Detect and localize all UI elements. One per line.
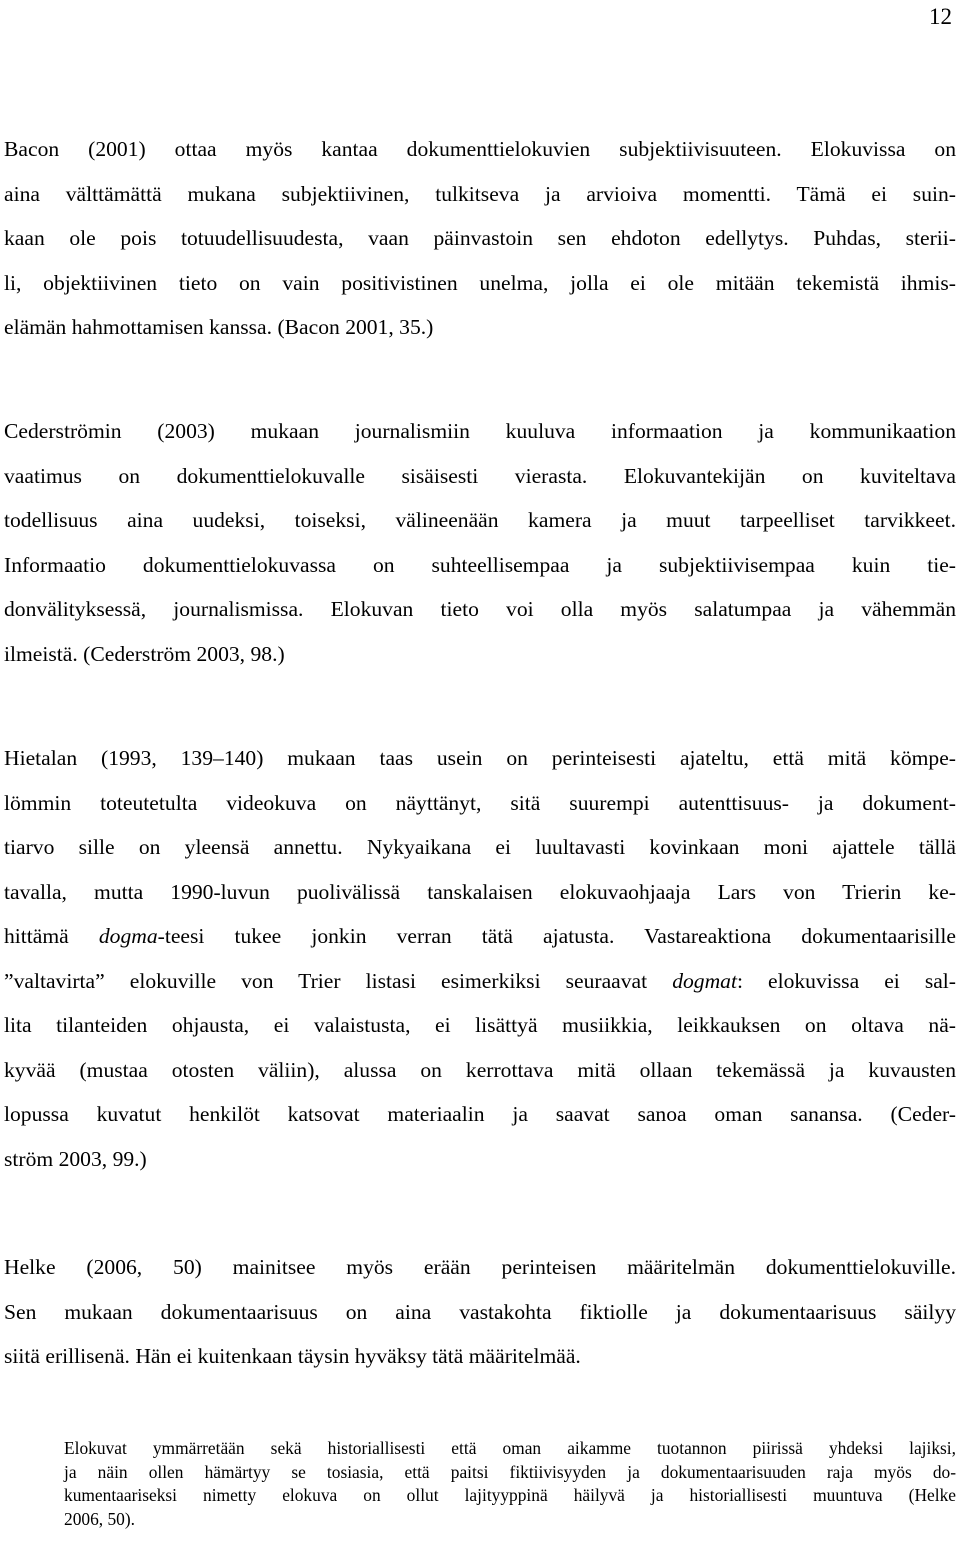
text-line: siitä erillisenä. Hän ei kuitenkaan täysin hyväksy tätä määritelmää.: [4, 1344, 581, 1368]
footnote-line: ja näin ollen hämärtyy se tosiasia, että paitsi fiktiivisyyden ja dokumentaarisuuden raja myös do-: [64, 1461, 956, 1482]
text-line: donvälityksessä, journalismissa. Elokuvan tieto voi olla myös salatumpaa ja vähemmän: [4, 597, 956, 621]
text-segment: : elokuvissa ei sal-: [736, 968, 956, 993]
text-line: ilmeistä. (Cederström 2003, 98.): [4, 641, 285, 666]
text-line: lita tilanteiden ohjausta, ei valaistusta, ei lisättyä musiikkia, leikkauksen on oltava nä-: [4, 1013, 956, 1037]
text-segment: -teesi tukee jonkin verran tätä ajatusta. Vastareaktiona dokumentaarisille: [157, 924, 956, 948]
text-line: vaatimus on dokumenttielokuvalle sisäisesti vierasta. Elokuvantekijän on kuviteltava: [4, 463, 956, 488]
text-line: ström 2003, 99.): [4, 1146, 147, 1171]
text-segment: ”valtavirta” elokuville von Trier listasi esimerkiksi seuraavat: [4, 968, 673, 993]
paragraph-hietala: [4, 736, 956, 1181]
emphasized-term: dogma: [98, 924, 158, 948]
text-line: tiarvo sille on yleensä annettu. Nykyaikana ei luultavasti kovinkaan moni ajattele tällä: [4, 835, 956, 859]
text-line: [4, 914, 956, 959]
text-line: elämän hahmottamisen kanssa. (Bacon 2001, 35.): [4, 315, 434, 339]
text-line: lopussa kuvatut henkilöt katsovat materiaalin ja saavat sanoa oman sanansa. (Ceder-: [4, 1102, 956, 1126]
text-line: [4, 959, 956, 1004]
text-line: Bacon (2001) ottaa myös kantaa dokumenttielokuvien subjektiivisuuteen. Elokuvissa on: [4, 137, 956, 161]
text-line: kaan ole pois totuudellisuudesta, vaan päinvastoin sen ehdoton edellytys. Puhdas, sterii-: [4, 226, 956, 250]
text-line: lömmin toteutetulta videokuva on näyttänyt, sitä suurempi autenttisuus- ja dokument-: [4, 790, 956, 815]
paragraph-bacon: [4, 127, 956, 350]
emphasized-term: dogmat: [672, 968, 737, 993]
page-number: 12: [929, 4, 952, 29]
footnote-line: 2006, 50).: [64, 1508, 136, 1529]
footnote-line: kumentaariseksi nimetty elokuva on ollut lajityyppinä häilyvä ja historiallisesti muuntuva (Helke: [64, 1485, 956, 1506]
paragraph-cederstrom: [4, 409, 956, 676]
text-line: kyvää (mustaa otosten väliin), alussa on kerrottava mitä ollaan tekemässä ja kuvausten: [4, 1057, 956, 1082]
text-line: tavalla, mutta 1990-luvun puolivälissä tanskalaisen elokuvaohjaaja Lars von Trierin ke-: [4, 879, 956, 904]
text-line: todellisuus aina uudeksi, toiseksi, välineenään kamera ja muut tarpeelliset tarvikkeet.: [4, 508, 956, 532]
footnote: [64, 1437, 956, 1531]
text-line: Sen mukaan dokumentaarisuus on aina vastakohta fiktiolle ja dokumentaarisuus säilyy: [4, 1299, 956, 1324]
text-line: li, objektiivinen tieto on vain positivistinen unelma, jolla ei ole mitään tekemistä ihmis-: [4, 270, 956, 295]
text-segment: hittämä: [4, 924, 99, 948]
text-line: Helke (2006, 50) mainitsee myös erään perinteisen määritelmän dokumenttielokuville.: [4, 1255, 956, 1279]
text-line: Informaatio dokumenttielokuvassa on suhteellisempaa ja subjektiivisempaa kuin tie-: [4, 552, 956, 577]
paragraph-helke: [4, 1245, 956, 1379]
text-line: Cederströmin (2003) mukaan journalismiin kuuluva informaation ja kommunikaation: [4, 419, 956, 443]
footnote-line: Elokuvat ymmärretään sekä historiallisesti että oman aikamme tuotannon piirissä yhdeksi lajiksi,: [64, 1438, 956, 1458]
text-line: Hietalan (1993, 139–140) mukaan taas usein on perinteisesti ajateltu, että mitä kömpe-: [4, 746, 956, 770]
text-line: aina välttämättä mukana subjektiivinen, tulkitseva ja arvioiva momentti. Tämä ei suin-: [4, 181, 956, 206]
